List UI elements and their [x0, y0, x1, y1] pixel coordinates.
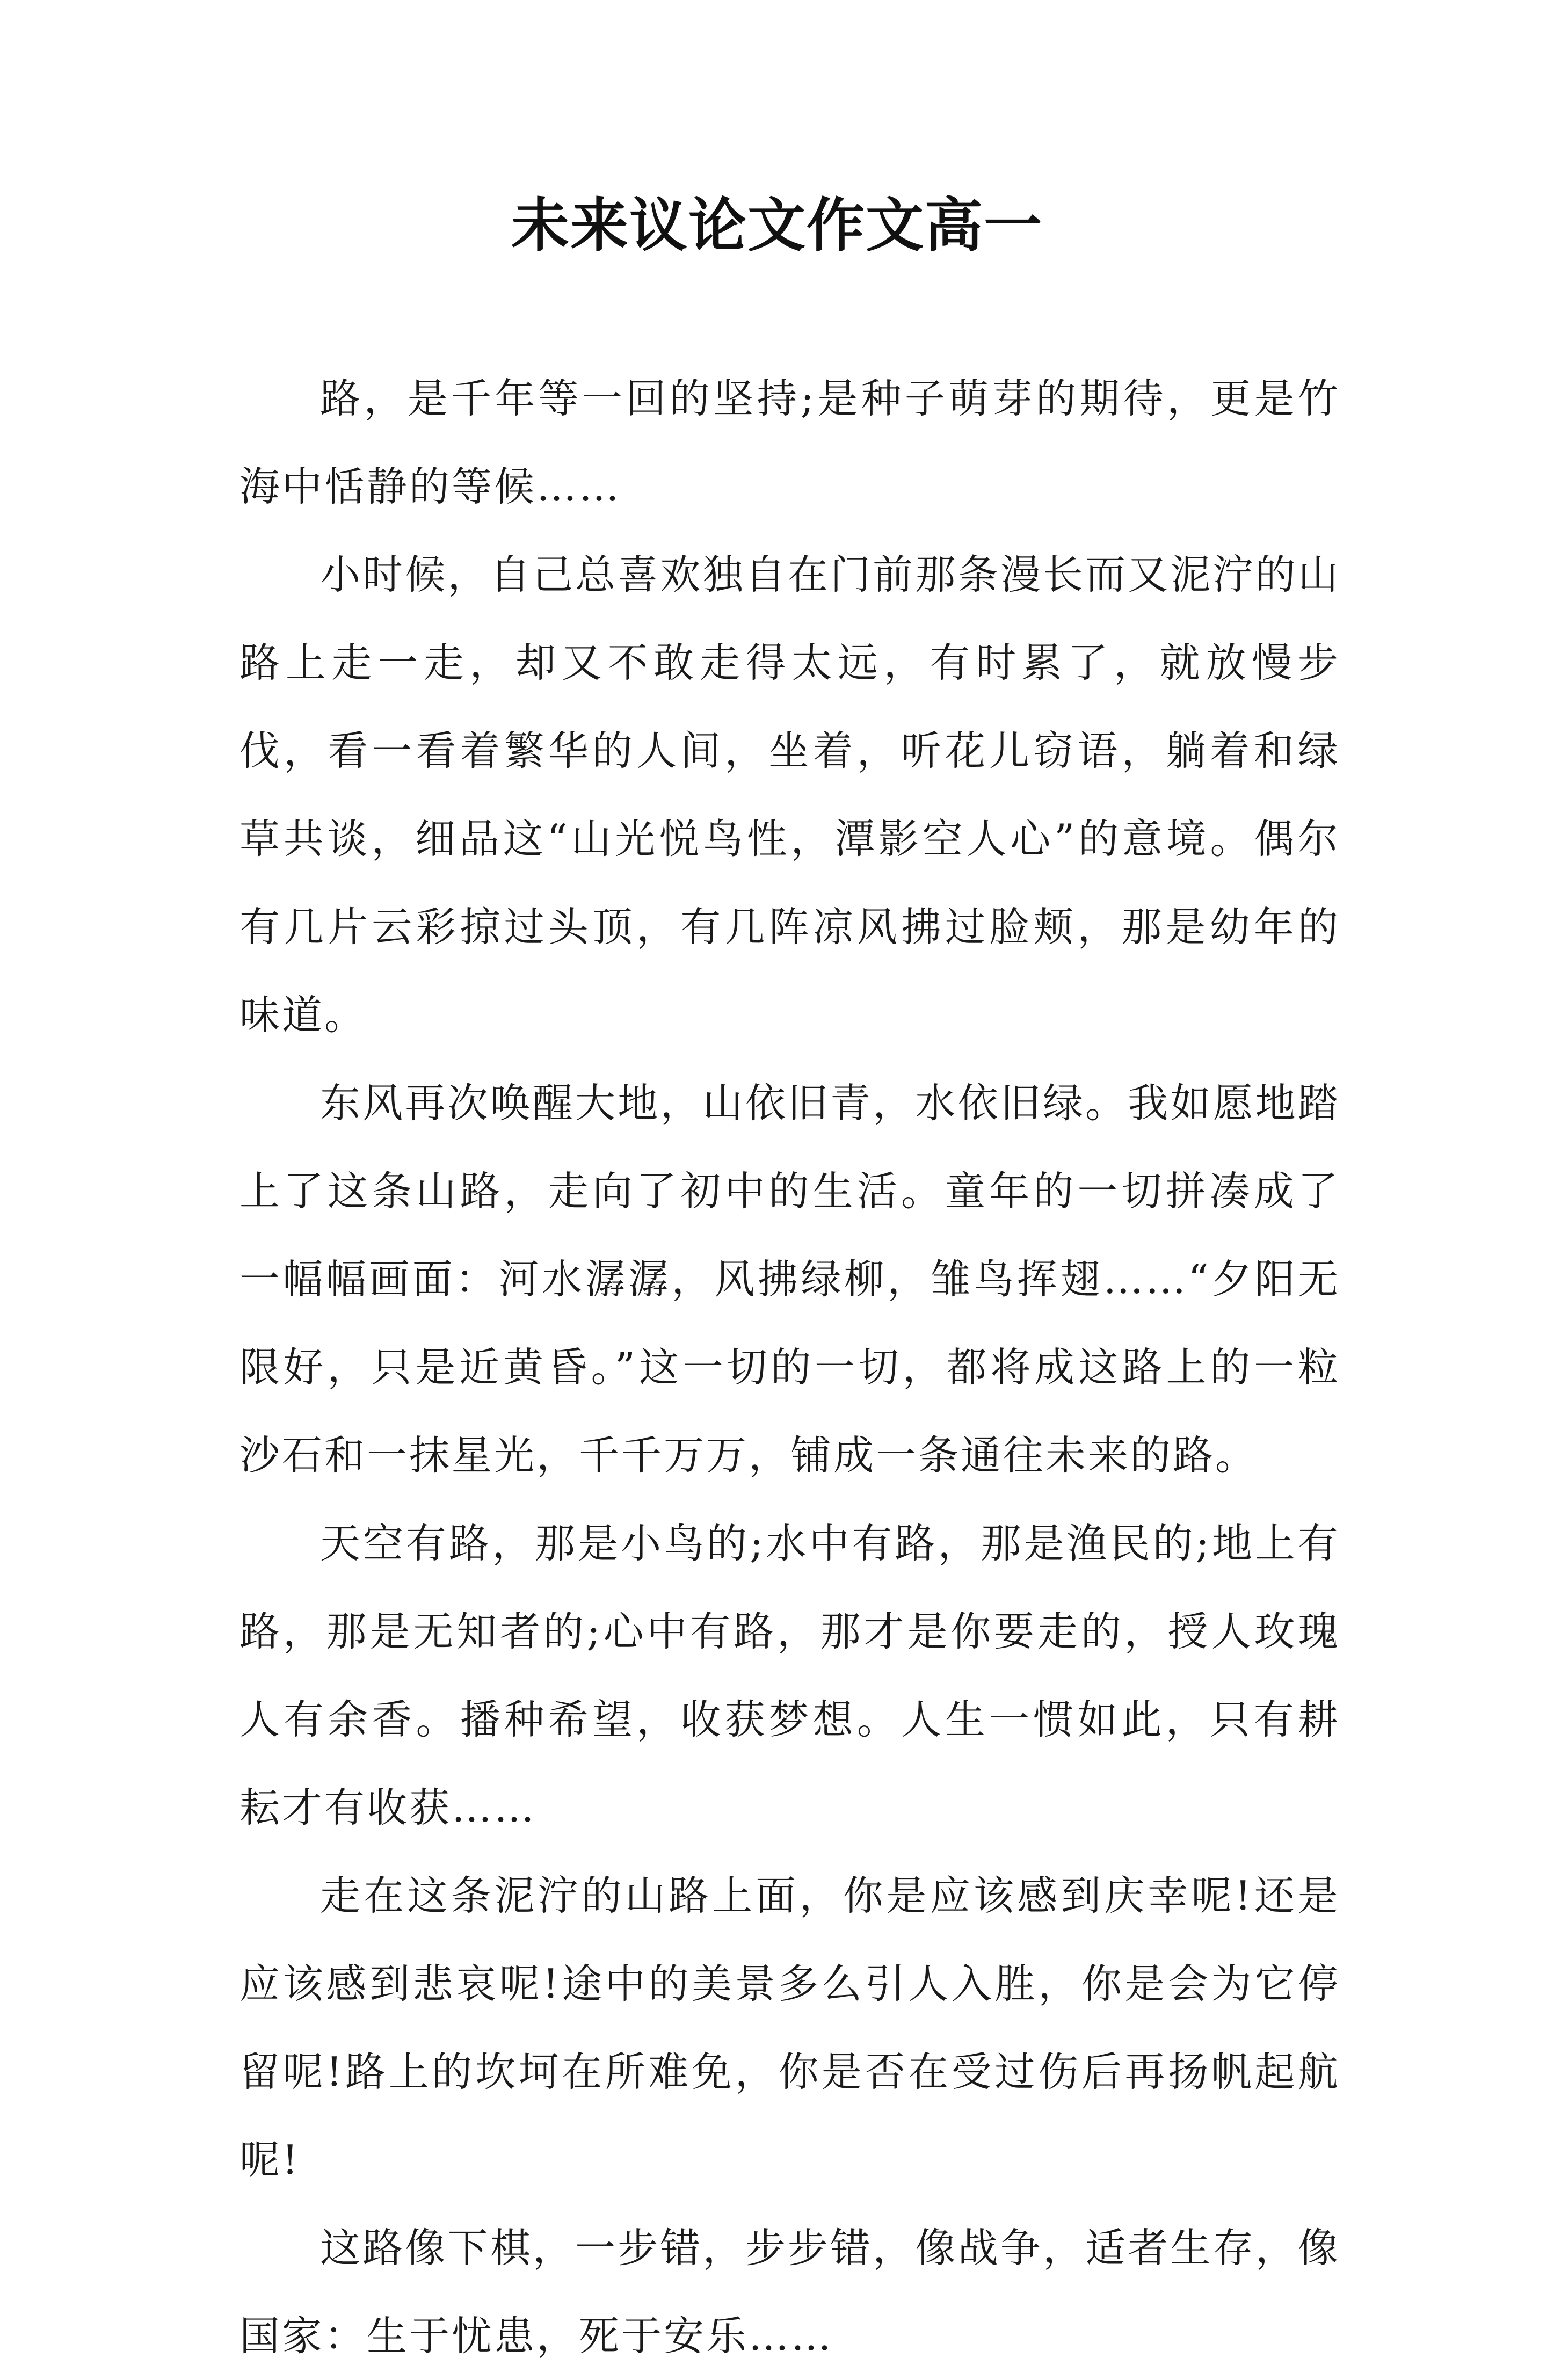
paragraph-3: 东风再次唤醒大地，山依旧青，水依旧绿。我如愿地踏上了这条山路，走向了初中的生活。童年的一切拼凑成了一幅幅画面：河水潺潺，风拂绿柳，雏鸟挥翅……“夕阳无限好，只是近黄昏。”这一切的一切，都将成这路上的一粒沙石和一抹星光，千千万万，铺成一条通往未来的路。	[239, 1079, 1340, 1479]
paragraph-6: 这路像下棋，一步错，步步错，像战争，适者生存，像国家：生于忧患，死于安乐……	[239, 2224, 1340, 2360]
paragraph-4: 天空有路，那是小鸟的;水中有路，那是渔民的;地上有路，那是无知者的;心中有路，那才是你要走的，授人玫瑰人有余香。播种希望，收获梦想。人生一惯如此，只有耕耘才有收获……	[239, 1520, 1340, 1831]
paragraph-5: 走在这条泥泞的山路上面，你是应该感到庆幸呢!还是应该感到悲哀呢!途中的美景多么引人入胜，你是会为它停留呢!路上的坎坷在所难免，你是否在受过伤后再扬帆起航呢!	[239, 1872, 1340, 2183]
paragraph-1: 路，是千年等一回的坚持;是种子萌芽的期待，更是竹海中恬静的等候……	[239, 375, 1340, 510]
document-body	[239, 354, 1340, 2380]
document-title: 未来议论文作文高一	[511, 192, 1043, 259]
paragraph-2: 小时候，自己总喜欢独自在门前那条漫长而又泥泞的山路上走一走，却又不敢走得太远，有时累了，就放慢步伐，看一看着繁华的人间，坐着，听花儿窃语，躺着和绿草共谈，细品这“山光悦鸟性，潭影空人心”的意境。偶尔有几片云彩掠过头顶，有几阵凉风拂过脸颊，那是幼年的味道。	[239, 551, 1340, 1039]
